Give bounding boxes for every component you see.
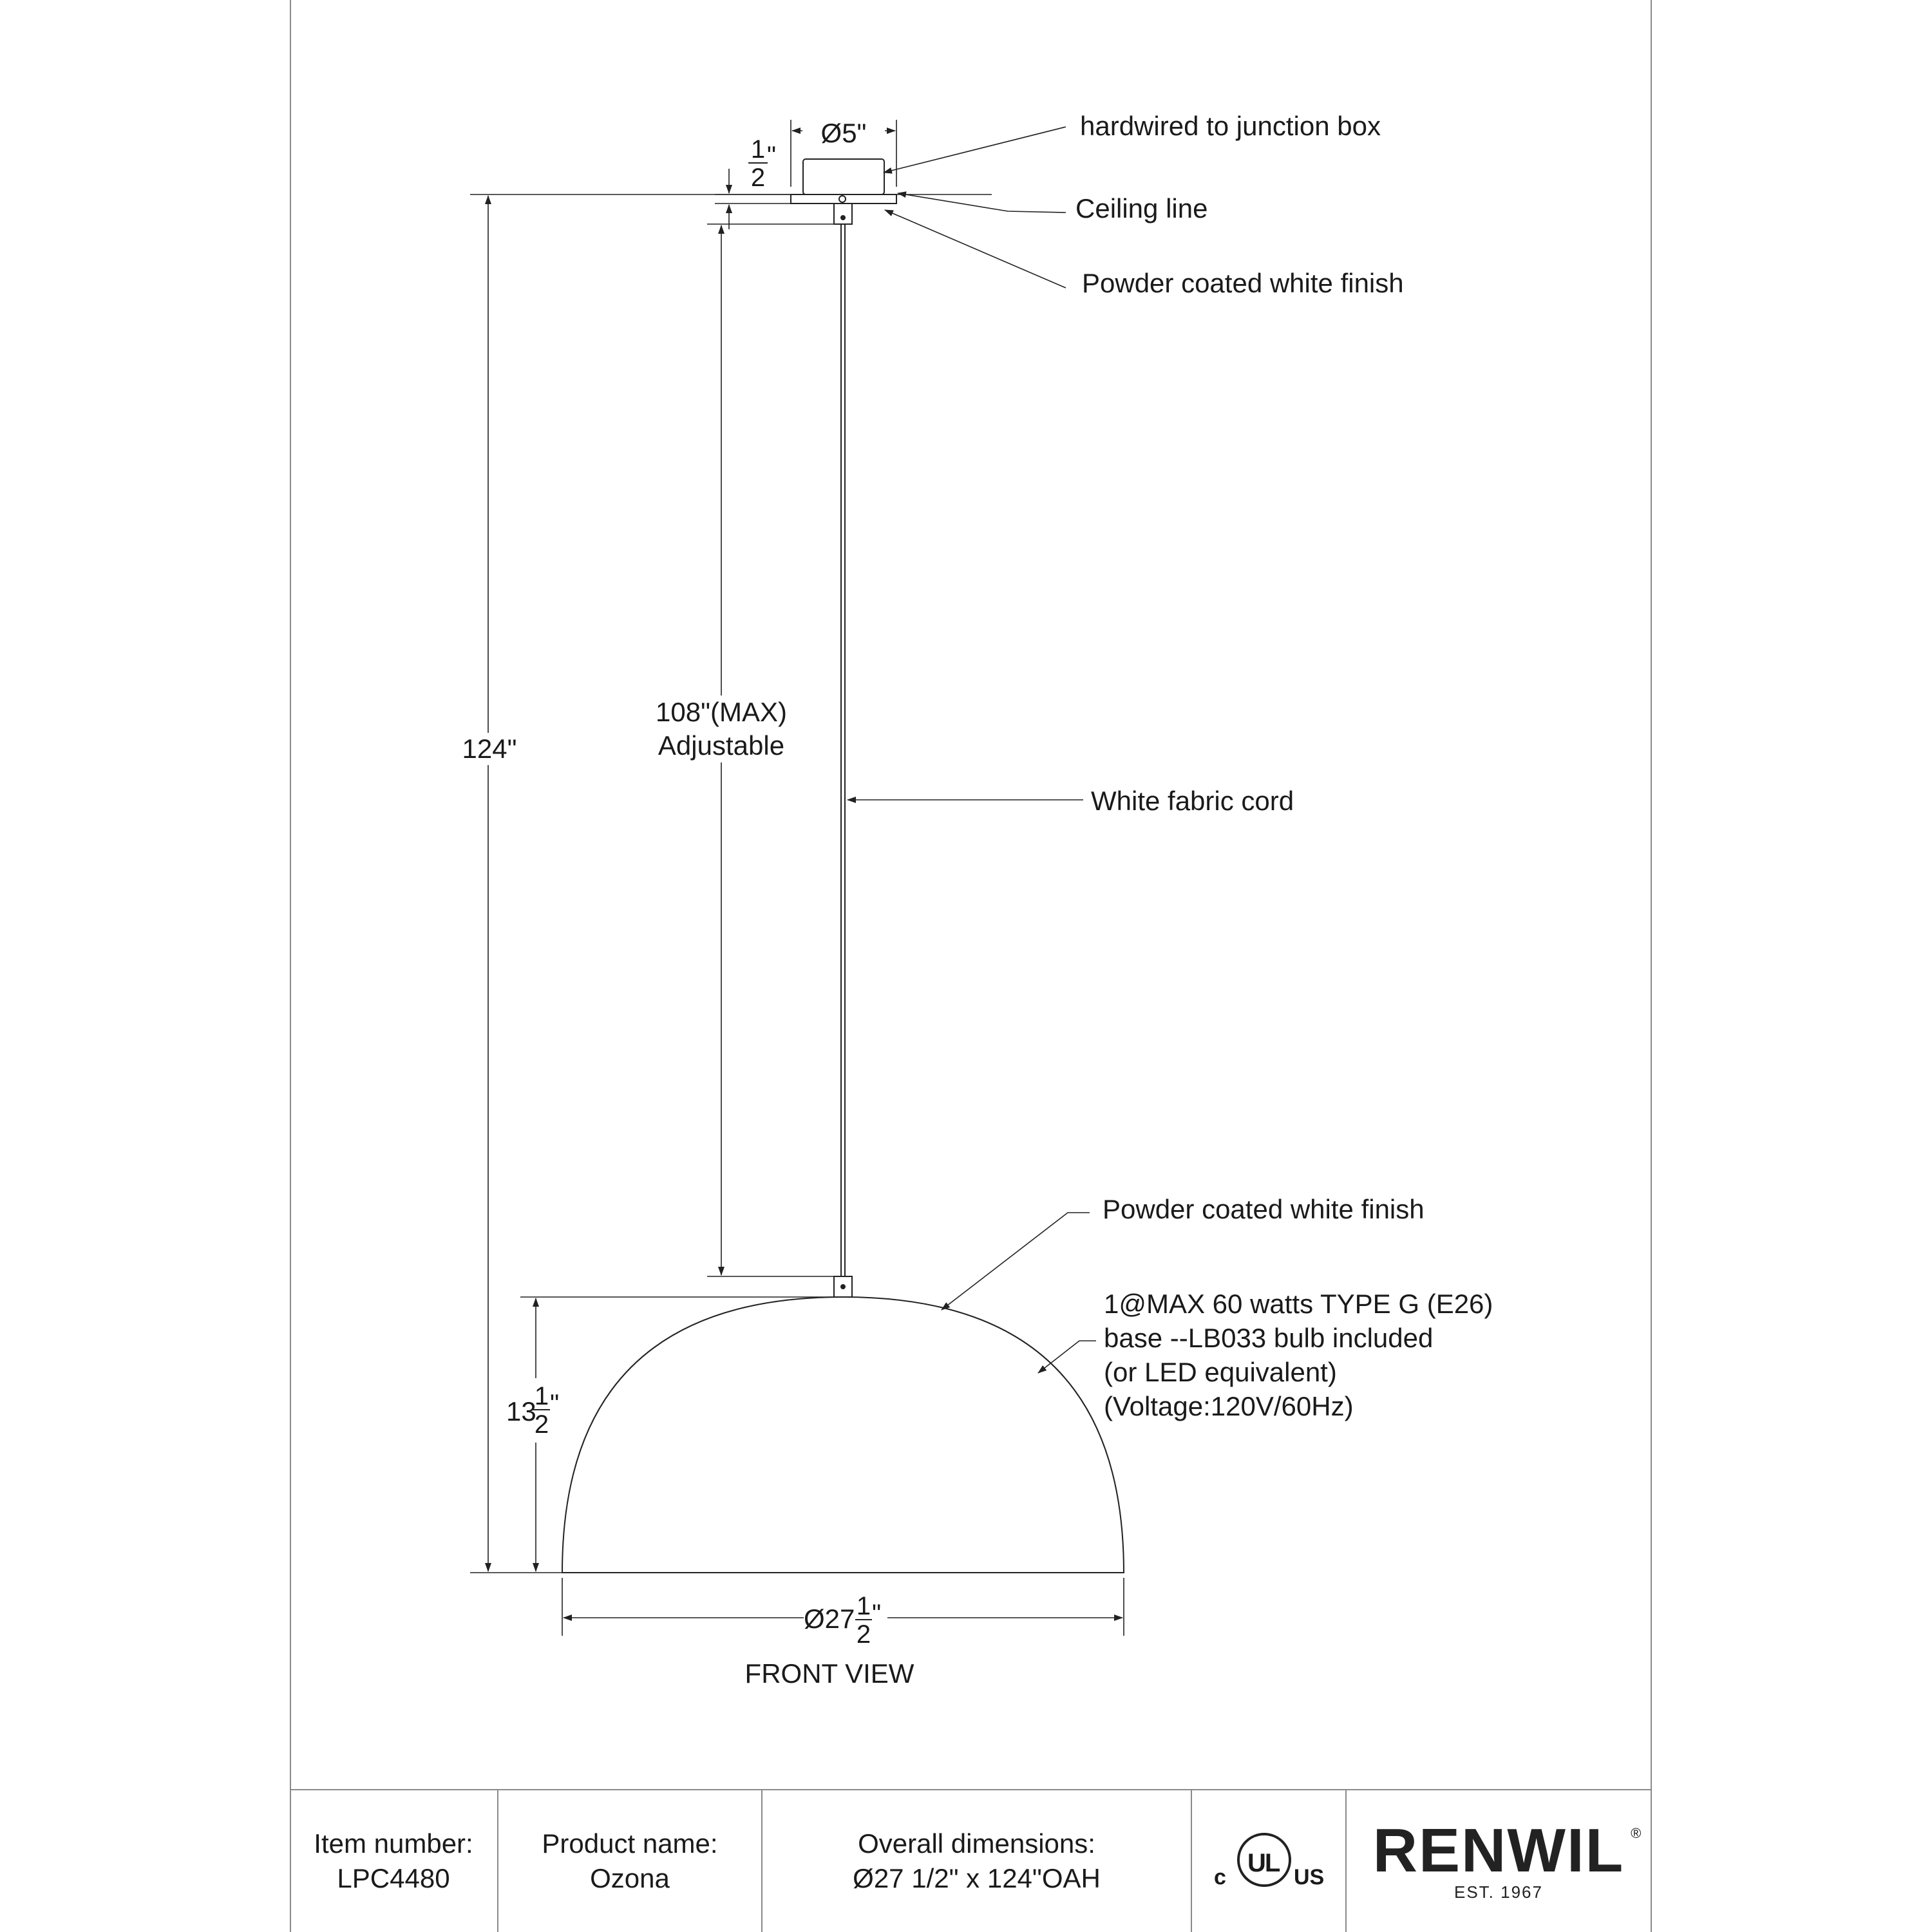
shade-diameter-text <box>804 1593 887 1651</box>
canopy-height-denominator: 2 <box>750 164 766 192</box>
brand-established: EST. 1967 <box>1454 1882 1543 1902</box>
product-name-label: Product name: <box>542 1828 718 1859</box>
item-number-cell <box>290 1790 498 1932</box>
bulb-spec-label <box>1104 1287 1493 1423</box>
cord-gripper <box>834 204 852 224</box>
shade-height-denominator: 2 <box>534 1410 549 1439</box>
shade-finish-leader <box>942 1213 1090 1310</box>
ul-listed-mark <box>1214 1829 1323 1893</box>
view-label: FRONT VIEW <box>744 1658 914 1689</box>
cord-length-max: 108"(MAX) <box>656 697 787 727</box>
shade-height-unit: " <box>550 1390 560 1418</box>
registered-mark: ® <box>1631 1825 1642 1841</box>
overall-dimensions-value: Ø27 1/2" x 124"OAH <box>853 1863 1101 1893</box>
dome-shade <box>562 1297 1124 1573</box>
product-name-cell <box>498 1790 762 1932</box>
shade-diameter-whole: Ø27 <box>804 1604 855 1634</box>
junction-box <box>803 159 884 194</box>
certification-cell <box>1192 1790 1347 1932</box>
shade-height-whole: 13 <box>506 1396 536 1426</box>
shade-diameter-denominator: 2 <box>856 1620 871 1649</box>
canopy-height-unit: " <box>766 142 777 170</box>
ul-us-text: US <box>1294 1865 1325 1889</box>
ul-c-text: c <box>1214 1865 1226 1889</box>
item-number-label: Item number: <box>314 1828 473 1859</box>
bulb-spec-line: base --LB033 bulb included <box>1104 1323 1434 1353</box>
overall-height-text: 124" <box>453 733 526 765</box>
canopy-finish-leader <box>885 210 1066 288</box>
shade-height-text <box>506 1378 571 1443</box>
bulb-spec-line: 1@MAX 60 watts TYPE G (E26) <box>1104 1289 1493 1319</box>
bulb-spec-line: (or LED equivalent) <box>1104 1357 1337 1387</box>
shade-diameter-numerator: 1 <box>856 1592 871 1620</box>
cord-label: White fabric cord <box>1091 786 1294 816</box>
item-number-value: LPC4480 <box>337 1863 450 1893</box>
shade-height-numerator: 1 <box>534 1382 549 1410</box>
canopy-height-numerator: 1 <box>750 135 766 164</box>
junction-box-label: hardwired to junction box <box>1080 111 1381 141</box>
brand-cell <box>1347 1790 1651 1932</box>
canopy-diameter-text: Ø5" <box>802 120 885 147</box>
ceiling-line-leader <box>898 193 1066 213</box>
ceiling-line-label: Ceiling line <box>1075 193 1208 223</box>
ul-text: UL <box>1247 1849 1280 1877</box>
product-name-value: Ozona <box>590 1863 670 1893</box>
junction-box-leader <box>884 127 1066 173</box>
cord-length-text <box>638 696 805 762</box>
cord-length-adjustable: Adjustable <box>658 730 785 761</box>
shade-diameter-unit: " <box>872 1600 882 1628</box>
title-block <box>290 1789 1652 1932</box>
bulb-spec-line: (Voltage:120V/60Hz) <box>1104 1391 1354 1421</box>
renwil-logo <box>1372 1816 1642 1885</box>
brand-name: RENWIL <box>1372 1816 1625 1885</box>
bulb-leader <box>1038 1341 1096 1373</box>
shade-finish-label: Powder coated white finish <box>1103 1194 1425 1224</box>
canopy-screw <box>839 196 846 202</box>
overall-dimensions-label: Overall dimensions: <box>858 1828 1095 1859</box>
overall-dimensions-cell <box>762 1790 1192 1932</box>
canopy-finish-label: Powder coated white finish <box>1082 268 1404 298</box>
